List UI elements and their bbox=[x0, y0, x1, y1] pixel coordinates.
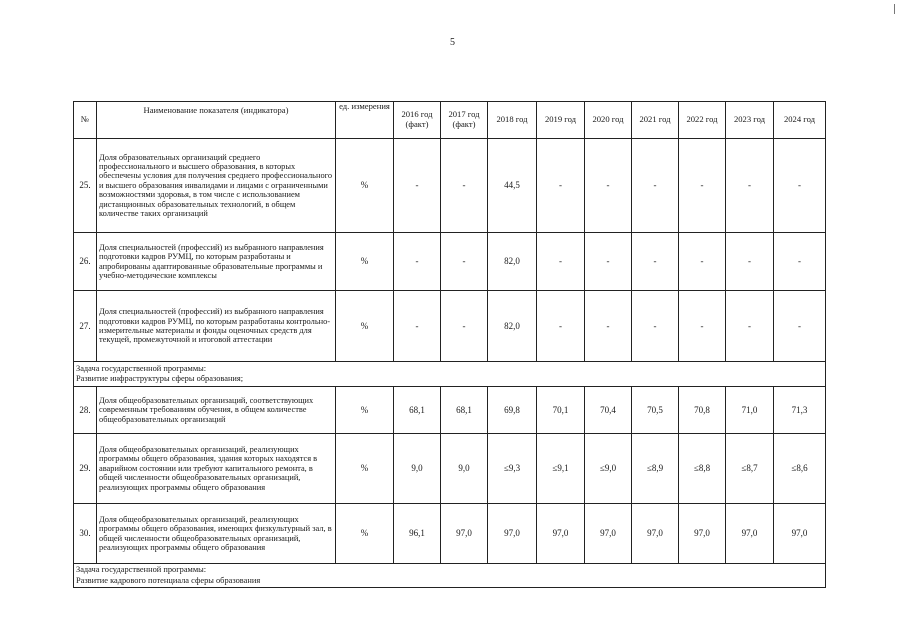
table-row bbox=[74, 387, 826, 434]
table-row bbox=[74, 434, 826, 504]
header-year: 2020 год bbox=[585, 102, 632, 139]
row-value: - bbox=[537, 291, 585, 362]
row-value: - bbox=[726, 291, 774, 362]
table-row bbox=[74, 139, 826, 233]
row-value: - bbox=[585, 139, 632, 233]
header-year: 2022 год bbox=[679, 102, 726, 139]
header-year: 2019 год bbox=[537, 102, 585, 139]
page-edge-mark bbox=[894, 4, 895, 14]
header-year: 2018 год bbox=[488, 102, 537, 139]
row-value: - bbox=[537, 139, 585, 233]
row-value: ≤9,0 bbox=[585, 434, 632, 504]
table-header-row bbox=[74, 102, 826, 139]
row-value: - bbox=[632, 139, 679, 233]
table-row bbox=[74, 233, 826, 291]
row-value: - bbox=[394, 291, 441, 362]
row-value: 97,0 bbox=[632, 504, 679, 564]
row-indicator-name: Доля общеобразовательных организаций, реализующих программы общего образования, имеющих физкультурный зал, в общей численности общеобразовательных организаций, реализующих программы общего образования bbox=[97, 504, 336, 564]
row-value: - bbox=[537, 233, 585, 291]
row-value: 44,5 bbox=[488, 139, 537, 233]
row-value: 97,0 bbox=[537, 504, 585, 564]
row-value: 69,8 bbox=[488, 387, 537, 434]
header-num: № bbox=[74, 102, 97, 139]
page-number: 5 bbox=[450, 37, 455, 48]
header-year: 2017 год (факт) bbox=[441, 102, 488, 139]
row-value: 9,0 bbox=[441, 434, 488, 504]
row-unit: % bbox=[336, 233, 394, 291]
row-unit: % bbox=[336, 291, 394, 362]
row-value: ≤9,1 bbox=[537, 434, 585, 504]
row-value: ≤8,8 bbox=[679, 434, 726, 504]
row-value: 70,5 bbox=[632, 387, 679, 434]
indicators-table bbox=[73, 101, 826, 588]
row-value: - bbox=[774, 233, 826, 291]
row-value: 71,0 bbox=[726, 387, 774, 434]
row-value: 97,0 bbox=[585, 504, 632, 564]
row-value: 97,0 bbox=[441, 504, 488, 564]
row-value: - bbox=[679, 139, 726, 233]
row-value: - bbox=[679, 291, 726, 362]
row-value: - bbox=[632, 233, 679, 291]
header-unit: ед. измерения bbox=[336, 102, 394, 139]
table-row bbox=[74, 504, 826, 564]
row-value: - bbox=[394, 233, 441, 291]
row-value: - bbox=[726, 233, 774, 291]
row-value: - bbox=[774, 139, 826, 233]
row-value: 70,8 bbox=[679, 387, 726, 434]
row-indicator-name: Доля специальностей (профессий) из выбранного направления подготовки кадров РУМЦ, по которым разработаны и апробированы адаптированные образовательные программы и учебно-методические комплексы bbox=[97, 233, 336, 291]
row-value: ≤9,3 bbox=[488, 434, 537, 504]
row-unit: % bbox=[336, 434, 394, 504]
task-label: Задача государственной программы: bbox=[76, 565, 207, 574]
row-value: - bbox=[585, 291, 632, 362]
row-unit: % bbox=[336, 139, 394, 233]
row-value: - bbox=[632, 291, 679, 362]
task-label: Задача государственной программы: bbox=[76, 363, 207, 373]
row-value: 96,1 bbox=[394, 504, 441, 564]
row-value: ≤8,7 bbox=[726, 434, 774, 504]
task-row bbox=[74, 362, 826, 387]
task-row bbox=[74, 564, 826, 588]
header-year: 2023 год bbox=[726, 102, 774, 139]
header-year: 2024 год bbox=[774, 102, 826, 139]
row-indicator-name: Доля образовательных организаций среднего профессионального и высшего образования, в которых обеспечены условия для получения среднего профессионального и высшего образования инвалидами и лицами с ограниченными возможностями здоровья, в том числе с использованием дистанционных образовательных технологий, в общем количестве таких организаций bbox=[97, 139, 336, 233]
header-name: Наименование показателя (индикатора) bbox=[97, 102, 336, 139]
task-cell bbox=[74, 362, 826, 387]
row-value: 71,3 bbox=[774, 387, 826, 434]
row-value: - bbox=[679, 233, 726, 291]
row-value: 82,0 bbox=[488, 233, 537, 291]
row-num: 25. bbox=[74, 139, 97, 233]
row-value: - bbox=[441, 291, 488, 362]
row-value: 97,0 bbox=[726, 504, 774, 564]
task-text: Развитие кадрового потенциала сферы образования bbox=[76, 575, 261, 585]
table-row bbox=[74, 291, 826, 362]
row-value: 82,0 bbox=[488, 291, 537, 362]
row-num: 30. bbox=[74, 504, 97, 564]
row-unit: % bbox=[336, 504, 394, 564]
row-value: 70,1 bbox=[537, 387, 585, 434]
row-value: 97,0 bbox=[679, 504, 726, 564]
row-value: - bbox=[394, 139, 441, 233]
row-value: 97,0 bbox=[488, 504, 537, 564]
row-value: 70,4 bbox=[585, 387, 632, 434]
row-value: - bbox=[441, 139, 488, 233]
row-value: ≤8,9 bbox=[632, 434, 679, 504]
row-num: 26. bbox=[74, 233, 97, 291]
row-value: - bbox=[441, 233, 488, 291]
row-num: 27. bbox=[74, 291, 97, 362]
row-indicator-name: Доля общеобразовательных организаций, реализующих программы общего образования, здания которых находятся в аварийном состоянии или требуют капитального ремонта, в общей численности общеобразовательных организаций, реализующих программы общего образования bbox=[97, 434, 336, 504]
row-value: 97,0 bbox=[774, 504, 826, 564]
row-value: ≤8,6 bbox=[774, 434, 826, 504]
header-year: 2021 год bbox=[632, 102, 679, 139]
header-year: 2016 год (факт) bbox=[394, 102, 441, 139]
row-value: 9,0 bbox=[394, 434, 441, 504]
row-value: - bbox=[585, 233, 632, 291]
row-value: - bbox=[726, 139, 774, 233]
row-indicator-name: Доля специальностей (профессий) из выбранного направления подготовки кадров РУМЦ, по которым разработаны контрольно-измерительные материалы и фонды оценочных средств для текущей, промежуточной и итоговой аттестации bbox=[97, 291, 336, 362]
row-num: 29. bbox=[74, 434, 97, 504]
row-value: - bbox=[774, 291, 826, 362]
row-value: 68,1 bbox=[441, 387, 488, 434]
row-value: 68,1 bbox=[394, 387, 441, 434]
row-unit: % bbox=[336, 387, 394, 434]
row-num: 28. bbox=[74, 387, 97, 434]
row-indicator-name: Доля общеобразовательных организаций, соответствующих современным требованиям обучения, в общем количестве общеобразовательных организаций bbox=[97, 387, 336, 434]
task-cell bbox=[74, 564, 826, 588]
task-text: Развитие инфраструктуры сферы образования; bbox=[76, 374, 244, 383]
